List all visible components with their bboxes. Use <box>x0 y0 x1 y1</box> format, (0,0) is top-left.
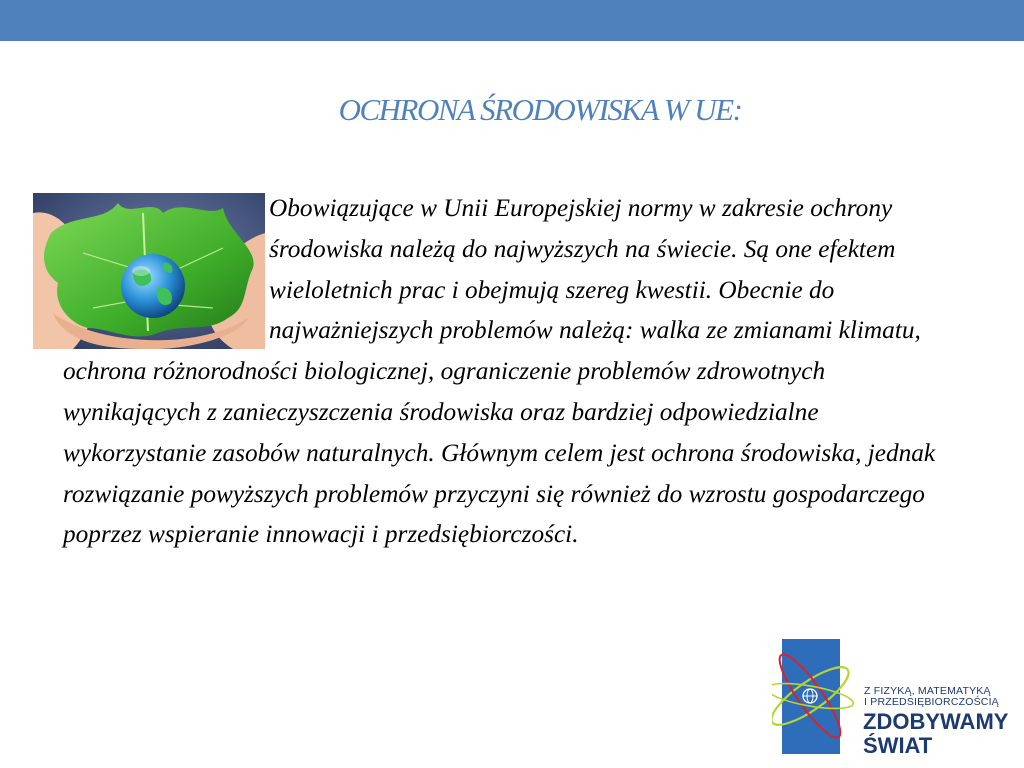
header-bar <box>0 0 1024 41</box>
logo-orbit-mark <box>772 626 867 768</box>
logo-tagline-line2: I PRZEDSIĘBIORCZOŚCIĄ <box>864 696 999 708</box>
logo-tagline-line1: Z FIZYKĄ, MATEMATYKĄ <box>864 685 991 697</box>
zdobywamy-swiat-logo <box>772 626 1024 768</box>
slide-title: OCHRONA ŚRODOWISKA W UE: <box>338 92 742 127</box>
logo-name-line2: ŚWIAT <box>863 733 933 758</box>
slide-body-text: Obowiązujące w Unii Europejskiej normy w zakresie ochrony środowiska należą do najwyższych na świecie. Są one efektem wieloletnich prac i obejmują szereg kwestii. Obecnie do najważniejszych problemów należą: walka ze zmianami klimatu, ochrona różnorodności biologicznej, ograniczenie problemów zdrowotnych wynikających z zanieczyszczenia środowiska oraz bardziej odpowiedzialne wykorzystanie zasobów naturalnych. Głównym celem jest ochrona środowiska, jednak rozwiązanie powyższych problemów przyczyni się również do wzrostu gospodarczego poprzez wspieranie innowacji i przedsiębiorczości. <box>63 194 936 549</box>
logo-name-line1: ZDOBYWAMY <box>863 709 1009 734</box>
